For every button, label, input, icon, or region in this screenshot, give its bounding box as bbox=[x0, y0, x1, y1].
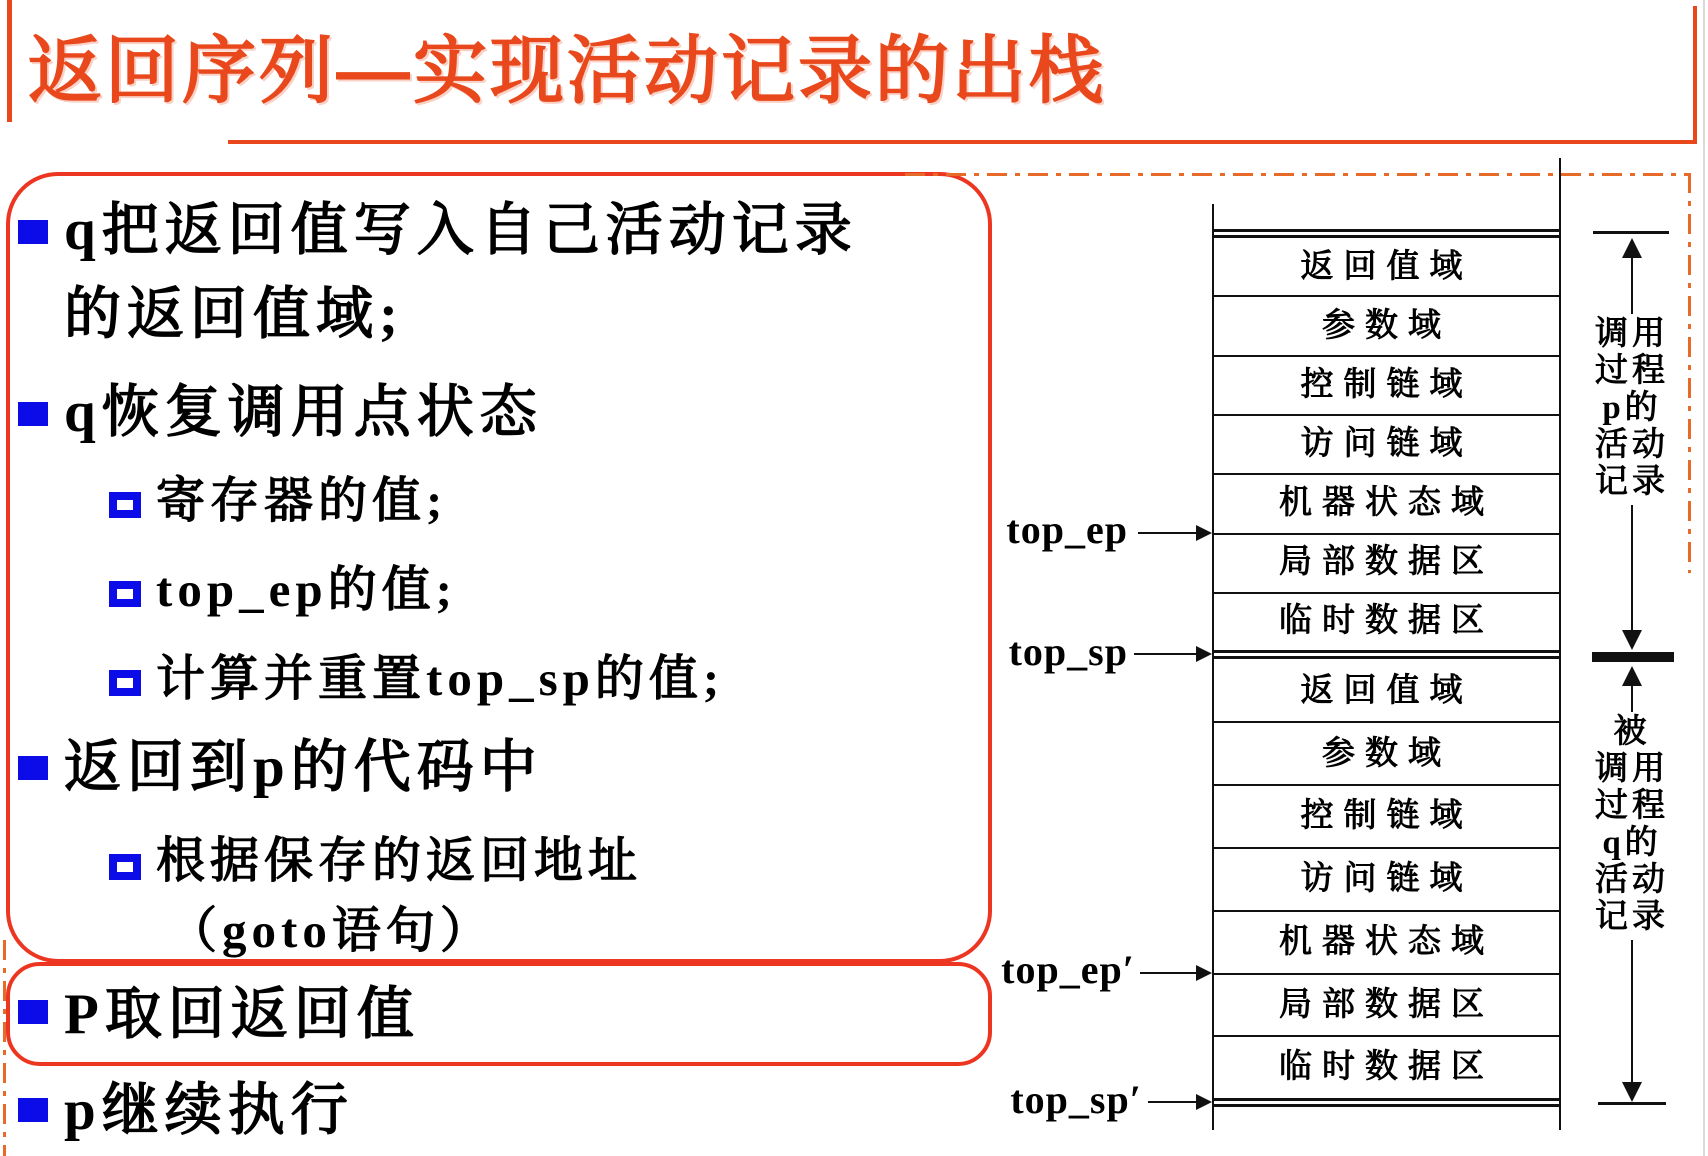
stack-cell: 局部数据区 bbox=[1279, 987, 1494, 1023]
stack-cell: 控制链域 bbox=[1300, 798, 1473, 834]
stack-cell: 参数域 bbox=[1322, 308, 1451, 344]
pointer-arrow-line bbox=[1148, 1101, 1196, 1103]
row-separator bbox=[1212, 1035, 1561, 1037]
arrow-right-icon bbox=[1196, 525, 1212, 541]
bullet-3: 返回到p的代码中 bbox=[64, 736, 543, 799]
stack-cell: 访问链域 bbox=[1300, 426, 1473, 462]
row-separator bbox=[1212, 973, 1561, 975]
arrow-down-icon bbox=[1622, 1082, 1642, 1102]
row-separator bbox=[1212, 414, 1561, 416]
pointer-label-top-ep-prime: top_ep′ bbox=[1001, 947, 1135, 992]
row-separator bbox=[1212, 592, 1561, 594]
p-record-label-line: 记录 bbox=[1595, 464, 1669, 500]
row-separator bbox=[1212, 721, 1561, 723]
arrow-down-icon bbox=[1622, 630, 1642, 650]
q-record-label-line: 活动 bbox=[1595, 862, 1669, 898]
arrow-right-icon bbox=[1196, 646, 1212, 662]
bullet-square-icon bbox=[18, 756, 48, 780]
bullet-1-line-1: q把返回值写入自己活动记录 bbox=[64, 199, 858, 262]
stack-cell: 访问链域 bbox=[1300, 861, 1473, 897]
q-record-label-line: q的 bbox=[1602, 825, 1662, 861]
stack-bottom-double-line bbox=[1212, 1098, 1561, 1107]
q-record-label-line: 过程 bbox=[1595, 788, 1669, 824]
bullet-square-icon bbox=[18, 220, 48, 244]
bullet-4: P取回返回值 bbox=[64, 983, 420, 1046]
screenshot-right-edge bbox=[1703, 0, 1705, 1156]
sub-bullet-square-icon bbox=[109, 492, 141, 518]
arrow-right-icon bbox=[1196, 1094, 1212, 1110]
stack-cell: 临时数据区 bbox=[1279, 603, 1494, 639]
stack-cell: 机器状态域 bbox=[1279, 924, 1494, 960]
sub-bullet-4-line-2: （goto语句） bbox=[168, 903, 494, 958]
pointer-label-top-sp-prime: top_sp′ bbox=[1010, 1077, 1142, 1122]
pointer-arrow-line bbox=[1138, 532, 1196, 534]
q-record-label-line: 调用 bbox=[1595, 751, 1669, 787]
bullet-square-icon bbox=[18, 1000, 48, 1024]
sub-bullet-4-line-1: 根据保存的返回地址 bbox=[156, 833, 643, 888]
page-title: 返回序列—实现活动记录的出栈 bbox=[28, 29, 1106, 112]
dimension-stem bbox=[1631, 940, 1633, 1082]
row-separator bbox=[1212, 784, 1561, 786]
p-record-label-line: 活动 bbox=[1595, 427, 1669, 463]
row-separator bbox=[1212, 355, 1561, 357]
sub-bullet-square-icon bbox=[109, 581, 141, 607]
stack-cell: 控制链域 bbox=[1300, 367, 1473, 403]
title-left-accent-bar bbox=[7, 0, 12, 122]
stack-cell: 返回值域 bbox=[1300, 673, 1473, 709]
stack-cell: 返回值域 bbox=[1300, 249, 1473, 285]
dimension-stem bbox=[1631, 505, 1633, 630]
p-record-label-line: 过程 bbox=[1595, 353, 1669, 389]
pointer-label-top-sp: top_sp bbox=[1008, 629, 1128, 674]
sub-bullet-1: 寄存器的值; bbox=[156, 473, 448, 528]
p-record-label-line: 调用 bbox=[1595, 316, 1669, 352]
bullet-square-icon bbox=[18, 402, 48, 426]
stack-cell: 参数域 bbox=[1322, 736, 1451, 772]
sub-bullet-square-icon bbox=[109, 854, 141, 880]
stack-top-double-line bbox=[1212, 229, 1561, 238]
row-separator bbox=[1212, 910, 1561, 912]
bullet-5: p继续执行 bbox=[64, 1079, 354, 1142]
dimension-bottom-bar bbox=[1598, 1102, 1666, 1105]
dimension-top-bar bbox=[1593, 231, 1669, 234]
sub-bullet-2: top_ep的值; bbox=[156, 562, 457, 617]
pointer-arrow-line bbox=[1134, 653, 1196, 655]
p-record-label-line: p的 bbox=[1602, 390, 1662, 426]
title-right-accent-bar bbox=[1693, 6, 1697, 144]
dashdot-border-bottom-left bbox=[3, 940, 6, 1156]
title-underline bbox=[228, 140, 1697, 144]
dashdot-border-top bbox=[905, 173, 1691, 176]
stack-middle-double-line bbox=[1212, 650, 1561, 659]
q-record-label-line: 记录 bbox=[1595, 899, 1669, 935]
dimension-thick-bar bbox=[1592, 652, 1674, 662]
sub-bullet-square-icon bbox=[109, 670, 141, 696]
stack-cell: 机器状态域 bbox=[1279, 485, 1494, 521]
arrow-up-icon bbox=[1622, 666, 1642, 686]
bullet-2: q恢复调用点状态 bbox=[64, 381, 543, 444]
dimension-stem bbox=[1631, 684, 1633, 712]
arrow-up-icon bbox=[1622, 238, 1642, 258]
row-separator bbox=[1212, 473, 1561, 475]
bullet-1-line-2: 的返回值域; bbox=[64, 283, 404, 346]
row-separator bbox=[1212, 295, 1561, 297]
row-separator bbox=[1212, 533, 1561, 535]
dashdot-border-right bbox=[1688, 173, 1691, 573]
sub-bullet-3: 计算并重置top_sp的值; bbox=[156, 651, 725, 706]
q-record-label-line: 被 bbox=[1613, 714, 1651, 750]
pointer-label-top-ep: top_ep bbox=[1006, 507, 1128, 552]
pointer-arrow-line bbox=[1140, 972, 1196, 974]
arrow-right-icon bbox=[1196, 965, 1212, 981]
row-separator bbox=[1212, 847, 1561, 849]
stack-cell: 临时数据区 bbox=[1279, 1049, 1494, 1085]
bullet-square-icon bbox=[18, 1098, 48, 1122]
stack-cell: 局部数据区 bbox=[1279, 544, 1494, 580]
dimension-stem bbox=[1631, 256, 1633, 314]
